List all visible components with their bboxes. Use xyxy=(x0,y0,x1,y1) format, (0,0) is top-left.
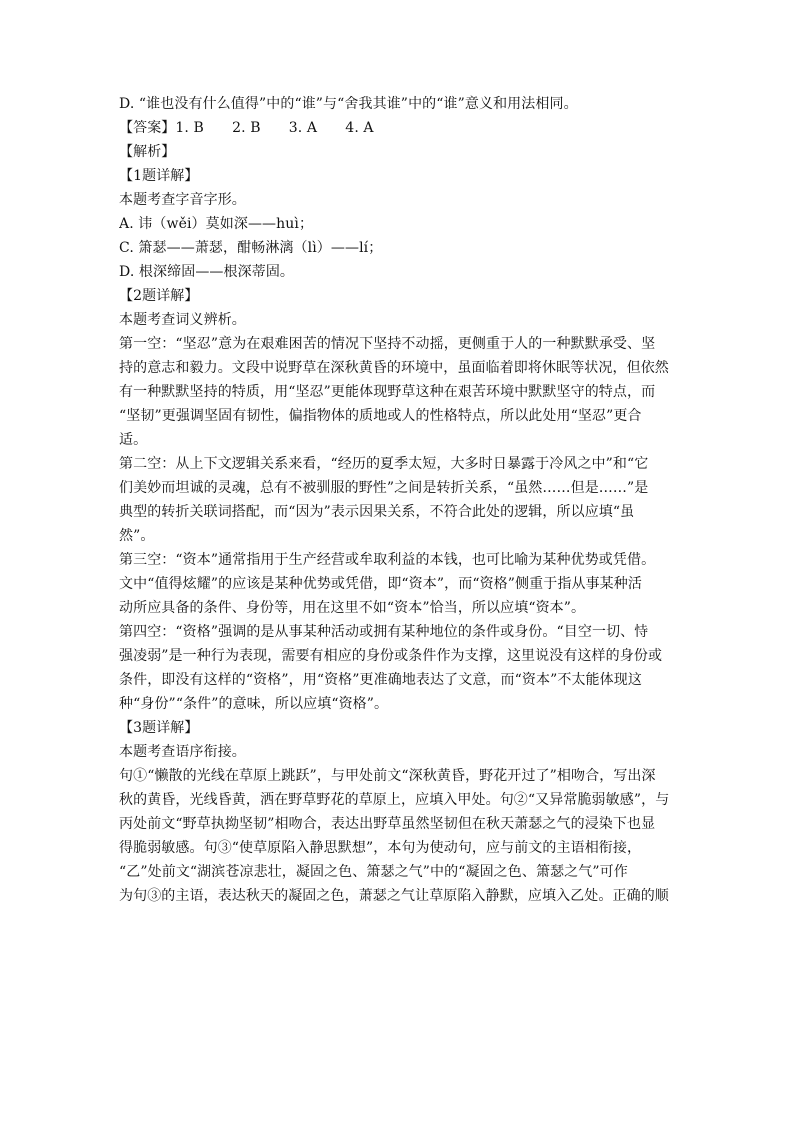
q2-blank4-line4: 种“身份”“条件”的意味，所以应填“资格”。 xyxy=(119,696,389,712)
q2-blank2-line1: 第二空：从上下文逻辑关系来看，“经历的夏季太短，大多时日暴露于冷风之中”和“它 xyxy=(119,456,649,472)
q2-blank3-line2: 文中“值得炫耀”的应该是某种优势或凭借，即“资本”，而“资格”侧重于指从事某种活 xyxy=(119,576,642,592)
q2-blank1-line3: 有一种默默坚持的特质，用“坚忍”更能体现野草这种在艰苦环境中默默坚守的特点，而 xyxy=(119,384,656,400)
answer-line: 【答案】1. B 2. B 3. A 4. A xyxy=(119,120,374,136)
q3-heading: 【3题详解】 xyxy=(119,720,199,736)
q2-blank3-line3: 动所应具备的条件、身份等，用在这里不如“资本”恰当，所以应填“资本”。 xyxy=(119,600,586,616)
q1-item-a: A. 讳（wěi）莫如深——huì； xyxy=(119,216,314,232)
q3-line4: 得脆弱敏感。句③“使草原陷入静思默想”，本句为使动句，应与前文的主语相衔接， xyxy=(119,840,642,856)
q2-topic: 本题考查词义辨析。 xyxy=(119,312,246,328)
q2-blank4-line1: 第四空：“资格”强调的是从事某种活动或拥有某种地位的条件或身份。“目空一切、恃 xyxy=(119,624,649,640)
analysis-heading: 【解析】 xyxy=(119,144,176,160)
q1-item-c: C. 箫瑟——萧瑟，酣畅淋漓（lì）——lí； xyxy=(119,240,383,256)
q3-line1: 句①“懒散的光线在草原上跳跃”，与甲处前文“深秋黄昏，野花开过了”相吻合，写出深 xyxy=(119,768,656,784)
q3-line3: 丙处前文“野草执拗坚韧”相吻合，表达出野草虽然坚韧但在秋天萧瑟之气的浸染下也显 xyxy=(119,816,656,832)
q2-blank3-line1: 第三空：“资本”通常指用于生产经营或牟取利益的本钱，也可比喻为某种优势或凭借。 xyxy=(119,552,656,568)
q1-heading: 【1题详解】 xyxy=(119,168,199,184)
q2-blank1-line2: 持的意志和毅力。文段中说野草在深秋黄昏的环境中，虽面临着即将休眠等状况，但依然 xyxy=(119,360,669,376)
option-d-line: D. “谁也没有什么值得”中的“谁”与“舍我其谁”中的“谁”意义和用法相同。 xyxy=(119,96,578,112)
q2-blank2-line2: 们美妙而坦诚的灵魂，总有不被驯服的野性”之间是转折关系，“虽然……但是……”是 xyxy=(119,480,649,496)
q3-topic: 本题考查语序衔接。 xyxy=(119,744,246,760)
q2-blank1-line1: 第一空：“坚忍”意为在艰难困苦的情况下坚持不动摇，更侧重于人的一种默默承受、坚 xyxy=(119,336,656,352)
q1-item-d: D. 根深缔固——根深蒂固。 xyxy=(119,264,295,280)
q1-topic: 本题考查字音字形。 xyxy=(119,192,246,208)
q2-blank4-line2: 强凌弱”是一种行为表现，需要有相应的身份或条件作为支撑，这里说没有这样的身份或 xyxy=(119,648,663,664)
q3-line6: 为句③的主语，表达秋天的凝固之色，萧瑟之气让草原陷入静默，应填入乙处。正确的顺 xyxy=(119,888,669,904)
q2-blank4-line3: 条件，即没有这样的“资格”，用“资格”更准确地表达了文意，而“资本”不太能体现这 xyxy=(119,672,642,688)
q3-line2: 秋的黄昏，光线昏黄，洒在野草野花的草原上，应填入甲处。句②“又异常脆弱敏感”，与 xyxy=(119,792,670,808)
q2-blank2-line4: 然”。 xyxy=(119,528,155,544)
q3-line5: “乙”处前文“湖滨苍凉悲壮，凝固之色、箫瑟之气”中的“凝固之色、箫瑟之气”可作 xyxy=(119,864,628,880)
document-page xyxy=(119,92,681,908)
q2-blank1-line5: 适。 xyxy=(119,432,148,448)
q2-heading: 【2题详解】 xyxy=(119,288,199,304)
q2-blank1-line4: “坚韧”更强调坚固有韧性，偏指物体的质地或人的性格特点，所以此处用“坚忍”更合 xyxy=(119,408,642,424)
q2-blank2-line3: 典型的转折关联词搭配，而“因为”表示因果关系，不符合此处的逻辑，所以应填“虽 xyxy=(119,504,635,520)
